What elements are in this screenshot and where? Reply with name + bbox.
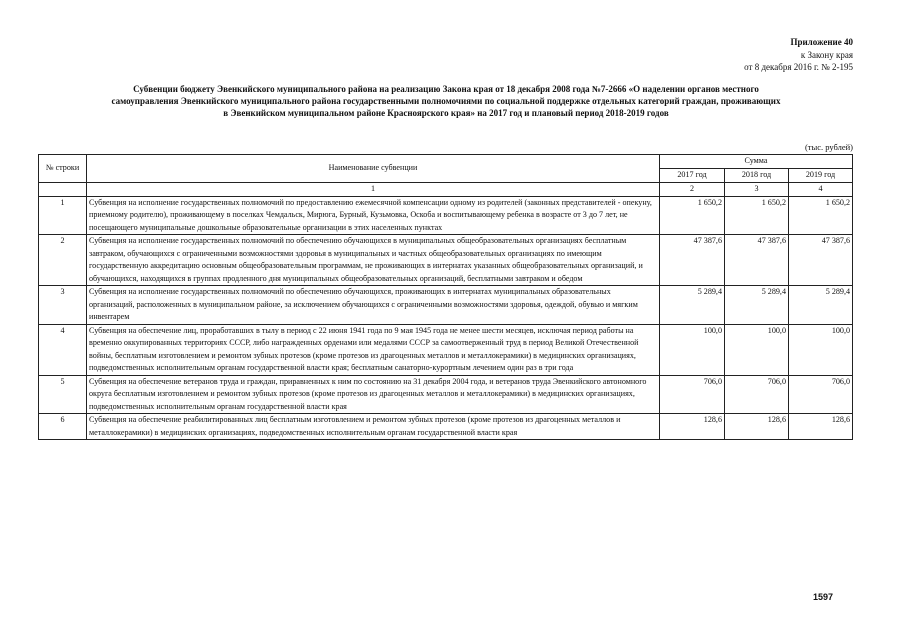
table-row <box>39 235 853 286</box>
header-2018: 2018 год <box>725 169 789 183</box>
row-number: 4 <box>39 324 87 375</box>
row-value-2017: 128,6 <box>660 414 725 440</box>
appendix-title: Приложение 40 <box>790 37 853 47</box>
header-row-number: № строки <box>39 155 87 183</box>
row-value-2017: 5 289,4 <box>660 286 725 325</box>
table-row <box>39 375 853 414</box>
row-value-2019: 47 387,6 <box>789 235 853 286</box>
title-line-1: Субвенции бюджету Эвенкийского муниципального района на реализацию Закона края от 18 декабря 2008 года №7-2666 «О наделении органов местного <box>133 84 759 94</box>
row-number: 3 <box>39 286 87 325</box>
row-subvention-name: Субвенция на исполнение государственных полномочий по обеспечению обучающихся в муниципальных общеобразовательных организациях бесплатным завтраком, обучающихся с ограниченными возможностями здоровья в муниципальных и частных общеобразовательных организациях по имеющим государственную аккредитацию основным общеобразовательным программам, не проживающих в интернатах указанных общеобразовательных организаций, и обучающихся, находящихся в группах продленного дня муниципальных общеобразовательных организаций, бесплатными завтраком и обедом <box>87 235 660 286</box>
document-title <box>40 83 852 120</box>
row-subvention-name: Субвенция на исполнение государственных полномочий по обеспечению обучающихся, проживающих в интернатах муниципальных образовательных организаций, расположенных в муниципальном районе, за исключением обучающихся с ограниченными возможностями здоровья, одеждой, обувью и мягким инвентарем <box>87 286 660 325</box>
units-label: (тыс. рублей) <box>804 142 853 152</box>
row-value-2018: 47 387,6 <box>725 235 789 286</box>
row-number: 6 <box>39 414 87 440</box>
table-row <box>39 414 853 440</box>
row-value-2018: 128,6 <box>725 414 789 440</box>
row-value-2019: 128,6 <box>789 414 853 440</box>
subvention-table <box>38 154 853 440</box>
title-line-2: самоуправления Эвенкийского муниципального района государственными полномочиями по социальной поддержке отдельных категорий граждан, проживающих <box>111 96 781 107</box>
row-subvention-name: Субвенция на обеспечение ветеранов труда и граждан, приравненных к ним по состоянию на 31 декабря 2004 года, и ветеранов труда Эвенкийского автономного округа бесплатным изготовлением и ремонтом зубных протезов (кроме протезов из драгоценных металлов и металлокерамики) в медицинских организациях, подведомственных исполнительным органам государственной власти края <box>87 375 660 414</box>
header-2019: 2019 год <box>789 169 853 183</box>
row-number: 5 <box>39 375 87 414</box>
row-value-2017: 47 387,6 <box>660 235 725 286</box>
column-number-row <box>39 183 853 197</box>
colnum-2019: 4 <box>789 183 853 197</box>
table-row <box>39 286 853 325</box>
row-number: 2 <box>39 235 87 286</box>
row-value-2017: 1 650,2 <box>660 196 725 235</box>
page-number: 1597 <box>813 592 834 602</box>
colnum-2018: 3 <box>725 183 789 197</box>
appendix-law: к Закону края <box>800 49 853 60</box>
colnum-name: 1 <box>87 183 660 197</box>
row-value-2019: 100,0 <box>789 324 853 375</box>
appendix-date: от 8 декабря 2016 г. № 2-195 <box>744 62 853 72</box>
row-value-2019: 706,0 <box>789 375 853 414</box>
row-value-2018: 5 289,4 <box>725 286 789 325</box>
title-line-3: в Эвенкийском муниципальном районе Красноярского края» на 2017 год и плановый период 2018-2019 годов <box>223 108 669 119</box>
row-number: 1 <box>39 196 87 235</box>
row-value-2018: 100,0 <box>725 324 789 375</box>
appendix-reference <box>744 36 853 74</box>
row-subvention-name: Субвенция на обеспечение лиц, проработавших в тылу в период с 22 июня 1941 года по 9 мая 1945 года не менее шести месяцев, исключая период работы на временно оккупированных территориях СССР, либо награжденных орденами или медалями СССР за самоотверженный труд в период Великой Отечественной войны, бесплатным изготовлением и ремонтом зубных протезов (кроме протезов из драгоценных металлов и металлокерамики) в медицинских организациях, подведомственных исполнительным органам государственной власти края; бесплатным санаторно-курортным лечением один раз в три года <box>87 324 660 375</box>
row-value-2019: 5 289,4 <box>789 286 853 325</box>
row-value-2017: 100,0 <box>660 324 725 375</box>
row-value-2017: 706,0 <box>660 375 725 414</box>
row-value-2018: 706,0 <box>725 375 789 414</box>
table-row <box>39 324 853 375</box>
header-row <box>39 155 853 169</box>
row-value-2018: 1 650,2 <box>725 196 789 235</box>
header-2017: 2017 год <box>660 169 725 183</box>
row-subvention-name: Субвенция на обеспечение реабилитированных лиц бесплатным изготовлением и ремонтом зубных протезов (кроме протезов из драгоценных металлов и металлокерамики) в медицинских организациях, подведомственных исполнительным органам государственной власти края <box>87 414 660 440</box>
colnum-2017: 2 <box>660 183 725 197</box>
row-value-2019: 1 650,2 <box>789 196 853 235</box>
table-row <box>39 196 853 235</box>
row-subvention-name: Субвенция на исполнение государственных полномочий по предоставлению ежемесячной компенсации одному из родителей (законных представителей - опекуну, приемному родителю), проживающему в поселках Чемдальск, Мирюга, Бурный, Кузьмовка, Оскоба и воспитывающему ребенка в возрасте от 3 до 7 лет, не посещающего муниципальные дошкольные образовательные организации в этих населенных пунктах <box>87 196 660 235</box>
header-subvention-name: Наименование субвенции <box>87 155 660 183</box>
colnum-empty <box>39 183 87 197</box>
header-sum: Сумма <box>660 155 853 169</box>
